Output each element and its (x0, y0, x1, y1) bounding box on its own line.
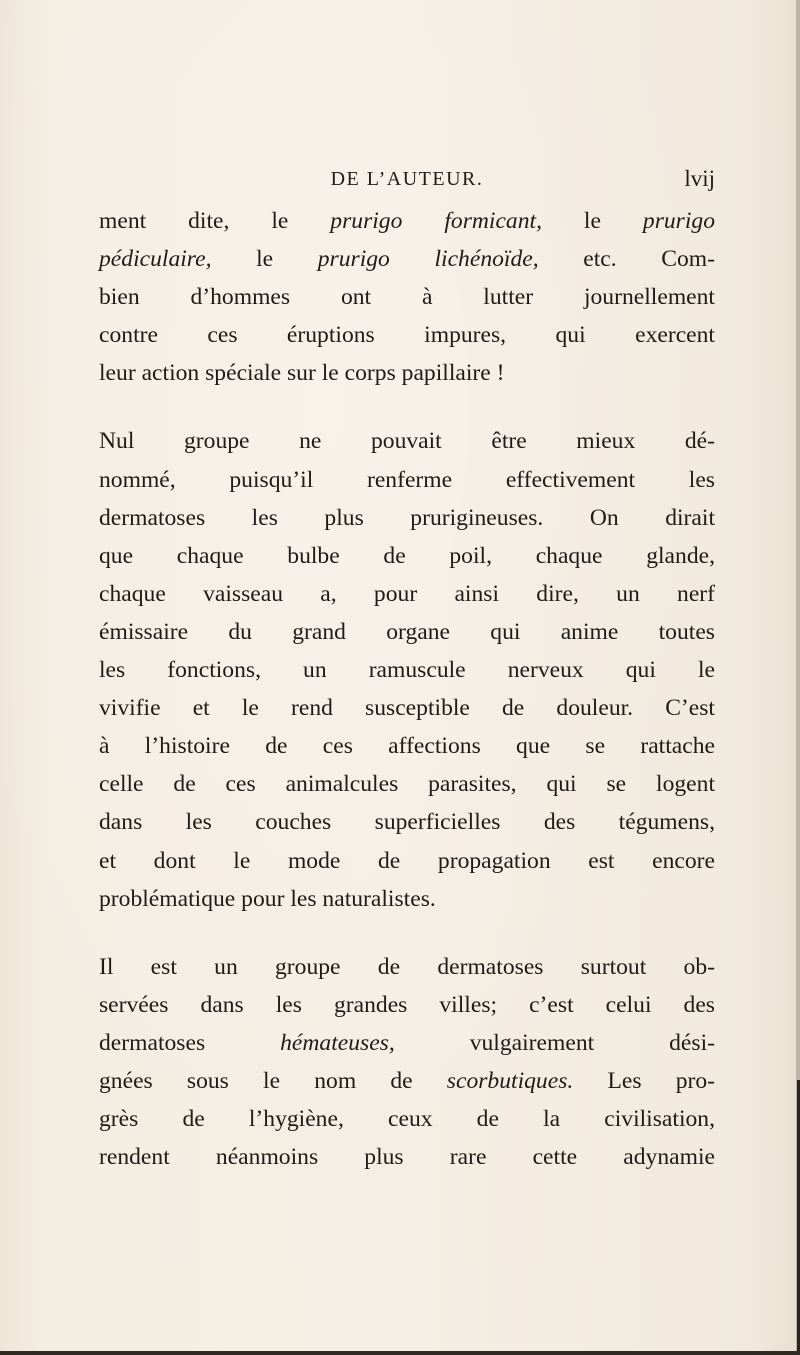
running-head: DE L’AUTEUR. (330, 168, 484, 190)
text-line: émissaire du grand organe qui anime toutes (99, 618, 715, 645)
text-line: rendent néanmoins plus rare cette adynamie (99, 1144, 715, 1171)
text-line: contre ces éruptions impures, qui exercent (99, 322, 715, 349)
paragraph (99, 422, 715, 917)
text-line: problématique pour les naturalistes. (99, 885, 436, 912)
text-run: ment dite, le (99, 208, 331, 234)
italic-term: scorbutiques. (446, 1067, 574, 1094)
text-line: vivifie et le rend susceptible de douleur. C’est (99, 695, 715, 722)
text-run: vulgairement dési- (394, 1029, 715, 1056)
text-line: que chaque bulbe de poil, chaque glande, (99, 542, 715, 569)
page-bottom-edge (0, 1351, 800, 1355)
text-line (99, 1024, 715, 1062)
text-line: dans les couches superficielles des tégumens, (99, 809, 715, 836)
text-line: dermatoses les plus prurigineuses. On dirait (99, 504, 715, 531)
paragraph-gap (99, 918, 715, 948)
text-run: etc. Com- (538, 246, 716, 273)
italic-term: hémateuses, (280, 1029, 395, 1056)
page-header (99, 163, 715, 197)
text-line: grès de l’hygiène, ceux de la civilisation, (99, 1106, 715, 1133)
page-number: lvij (684, 166, 715, 191)
paragraph (99, 202, 715, 392)
text-line: chaque vaisseau a, pour ainsi dire, un nerf (99, 580, 715, 607)
text-line: les fonctions, un ramuscule nerveux qui le (99, 657, 715, 684)
text-run: gnées sous le nom de (99, 1067, 447, 1094)
text-line: bien d’hommes ont à lutter journellement (99, 284, 715, 311)
text-run: dermatoses (99, 1029, 281, 1056)
text-run: le (542, 208, 643, 234)
text-line: Il est un groupe de dermatoses surtout ob- (99, 953, 715, 980)
text-line: leur action spéciale sur le corps papillaire ! (99, 360, 505, 387)
text-line (99, 202, 715, 240)
text-line: celle de ces animalcules parasites, qui se logent (99, 771, 715, 798)
body-text (99, 202, 715, 1176)
italic-term: prurigo (642, 208, 716, 234)
text-line (99, 1062, 715, 1100)
paragraph-gap (99, 392, 715, 422)
text-line: servées dans les grandes villes; c’est celui des (99, 991, 715, 1018)
text-line: à l’histoire de ces affections que se rattache (99, 733, 715, 760)
text-run: le (211, 246, 318, 273)
text-line: Nul groupe ne pouvait être mieux dé- (99, 428, 715, 455)
text-run: Les pro- (573, 1067, 716, 1094)
italic-term: prurigo lichénoïde, (317, 246, 539, 273)
text-line (99, 240, 715, 278)
italic-term: pédiculaire, (99, 246, 212, 273)
text-line: nommé, puisqu’il renferme effectivement les (99, 466, 715, 493)
text-line: et dont le mode de propagation est encore (99, 847, 715, 874)
italic-term: prurigo formicant, (330, 208, 542, 234)
paragraph (99, 948, 715, 1177)
